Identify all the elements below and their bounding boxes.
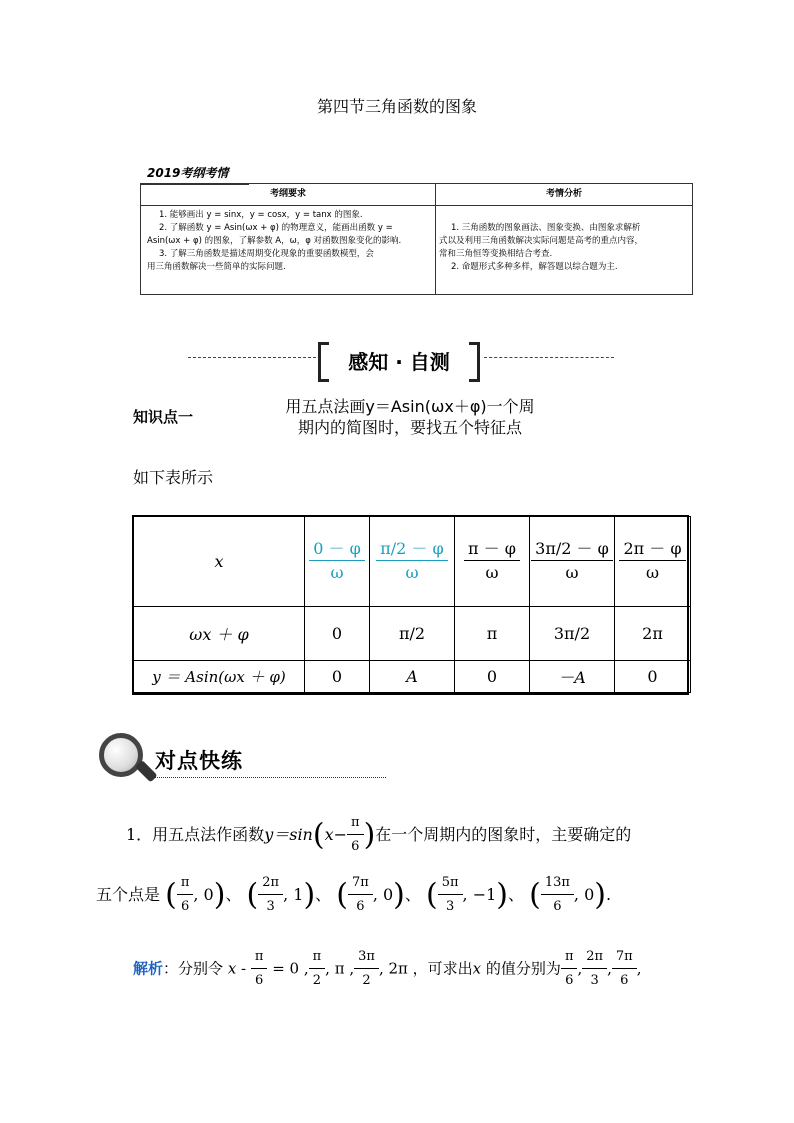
practice-header: 对点快练 (99, 733, 289, 781)
point-1: ( $\frac{\pi}{6}$ , 0) (165, 885, 225, 904)
syllabus-requirements: 1. 能够画出 y = sinx，y = cosx，y = tanx 的图象. 2. 了解函数 y = Asin(ωx + φ) 的物理意义，能画出函数 y = Asin(ωx + φ) 的图象，了解参数 A，ω，φ 对函数图象变化的影响. 3. 了解三角函数是描述周期变化现象的重要函数模型，会 用三角函数解决一些简单的实际问题. (147, 210, 402, 272)
point-2: ( $\frac{2\pi}{3}$ , 1) (247, 885, 316, 904)
solution-label: 解析 (133, 959, 164, 978)
question-1: 1．用五点法作函数y＝sin(x− $\frac{\pi}{6}$ )在一个周期内的图象时，主要确定的 (96, 812, 716, 859)
question-1-points: 五个点是 ( $\frac{\pi}{6}$ , 0)、 ( $\frac{2\pi}{3}$ , 1)、 ( $\frac{7\pi}{6}$ , 0)、 ( $\frac{5\pi}{3}$ , −1)、 ( $\frac{13\pi}{6}$ , 0). (96, 872, 716, 919)
magnifier-icon (99, 733, 143, 777)
syllabus-analysis: 1. 三角函数的图象画法、图象变换、由图象求解析 式以及利用三角函数解决实际问题是高考的重点内容， 常和三角恒等变换相结合考查. 2. 命题形式多种多样，解答题以综合题为主. (439, 223, 644, 272)
point-5: ( $\frac{13\pi}{6}$ , 0) (529, 885, 606, 904)
syllabus-box (140, 183, 693, 295)
table-row: y ＝ Asin(ωx ＋ φ) 0 A 0 －A 0 (134, 661, 691, 693)
syllabus-tag: 2019考纲考情 (141, 164, 249, 185)
page-title: 第四节三角函数的图象 (316, 97, 477, 116)
table-row: ωx ＋ φ 0 π/2 π 3π/2 2π (134, 607, 691, 661)
table-row: x $\frac{0 - \varphi}{\omega}$ $\frac{\pi/2 - \varphi}{\omega}$ $\frac{\pi - \varphi}{\omega}$ $\frac{3\pi/2 - \varphi}{\omega}$ $\frac{2\pi - \varphi}{\omega}$ (134, 517, 691, 607)
knowledge-point-text: 用五点法画y＝Asin(ωx＋φ)一个周 期内的简图时，要找五个特征点 (285, 397, 535, 437)
point-3: ( $\frac{7\pi}{6}$ , 0) (336, 885, 405, 904)
solution: 解析：分别令 x - $\frac{\pi}{6}$ = 0 , $\frac{\pi}{2}$ , π , $\frac{3\pi}{2}$ , 2π ，可求出x 的值分别为 $\frac{\pi}{6}$ , $\frac{2\pi}{3}$ , $\frac{7\pi}{6}$ , (133, 946, 733, 993)
col1-header: 考纲要求 (141, 184, 435, 206)
five-point-table (133, 516, 691, 693)
knowledge-point-label: 知识点一 (133, 408, 194, 426)
table-note: 如下表所示 (133, 468, 214, 487)
divider-right (484, 357, 614, 358)
divider-left (188, 357, 316, 358)
section-header: 感知 · 自测 (318, 342, 480, 376)
col2-header: 考情分析 (436, 184, 692, 206)
point-4: ( $\frac{5\pi}{3}$ , −1) (426, 885, 508, 904)
